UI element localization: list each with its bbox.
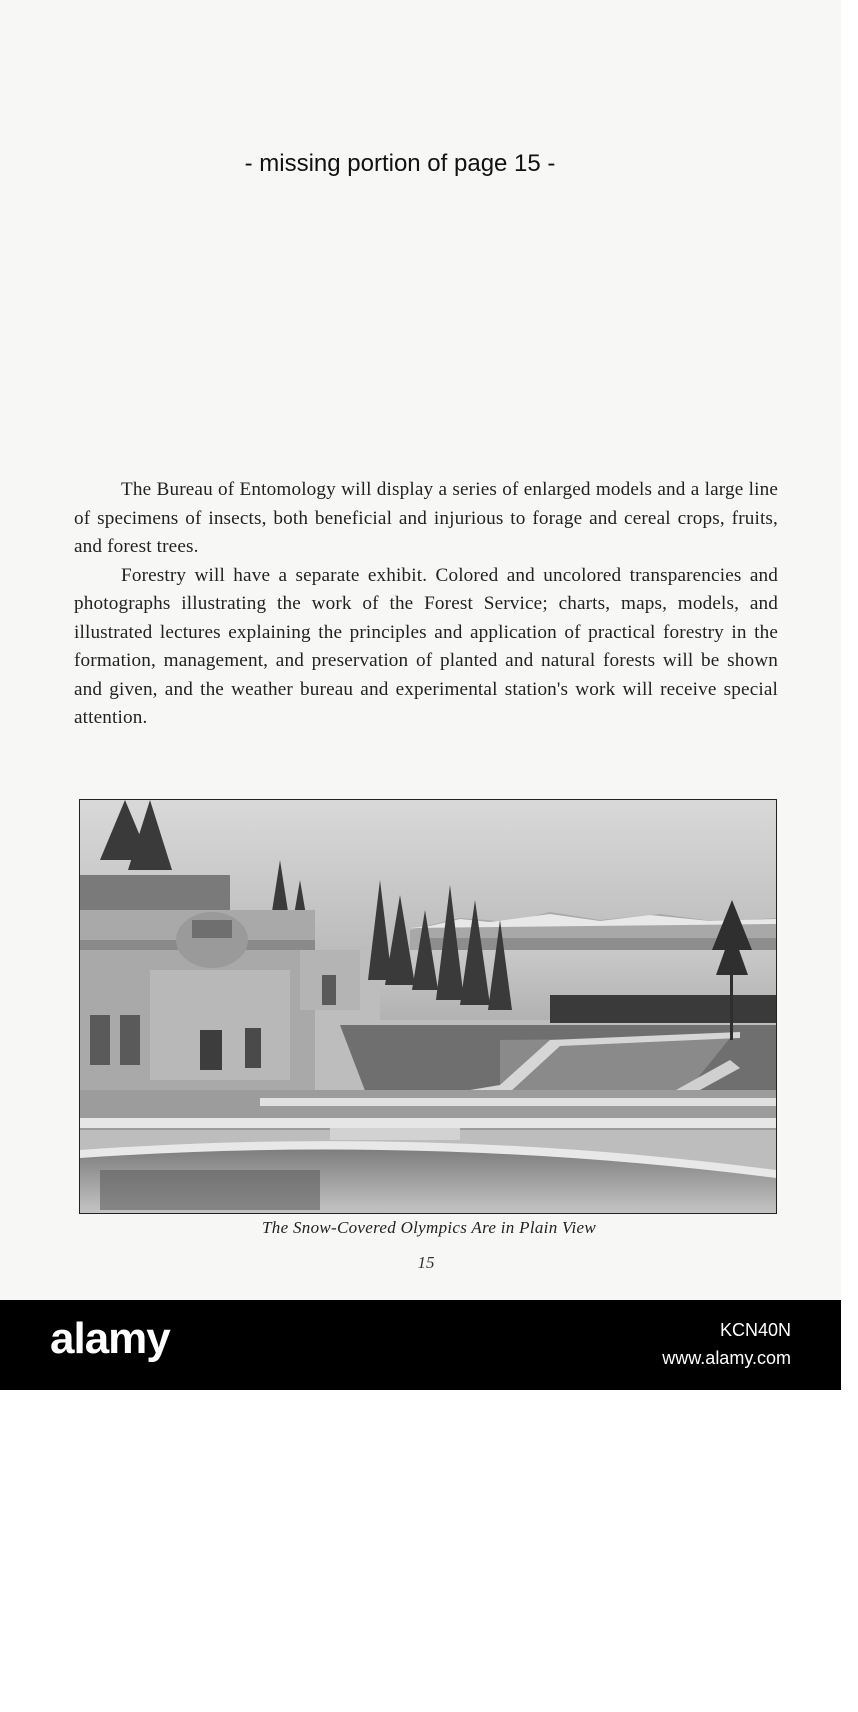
watermark: alamy xyxy=(740,1678,826,1711)
photo-illustration xyxy=(80,800,776,1213)
watermark-footer xyxy=(0,1300,841,1390)
photo-caption: The Snow-Covered Olympics Are in Plain View xyxy=(262,1218,596,1237)
footer-url: www.alamy.com xyxy=(662,1348,791,1368)
paragraph-entomology: The Bureau of Entomology will display a series of enlarged models and a large line of specimens of insects, both beneficial and injurious to forage and cereal crops, fruits, and forest trees. xyxy=(74,479,778,557)
pool-reflection xyxy=(100,1170,320,1210)
paragraph-forestry: Forestry will have a separate exhibit. Colored and uncolored transparencies and photographs illustrating the work of the Forest Service; charts, maps, models, and illustrated lectures explaining the principles and application of practical forestry in the formation, management, and preservation of planted and natural forests will be shown and given, and the weather bureau and experimental station's work will receive special attention. xyxy=(74,564,778,728)
footer-image-id: KCN40N xyxy=(719,1320,791,1340)
body-text xyxy=(74,476,778,733)
page-number: 15 xyxy=(417,1253,435,1272)
steps xyxy=(330,1128,460,1140)
footer-logo: alamy xyxy=(50,1314,170,1363)
balustrade-lower xyxy=(80,1118,776,1128)
missing-portion-note: - missing portion of page 15 - xyxy=(244,150,556,177)
balustrade-upper xyxy=(260,1098,776,1106)
